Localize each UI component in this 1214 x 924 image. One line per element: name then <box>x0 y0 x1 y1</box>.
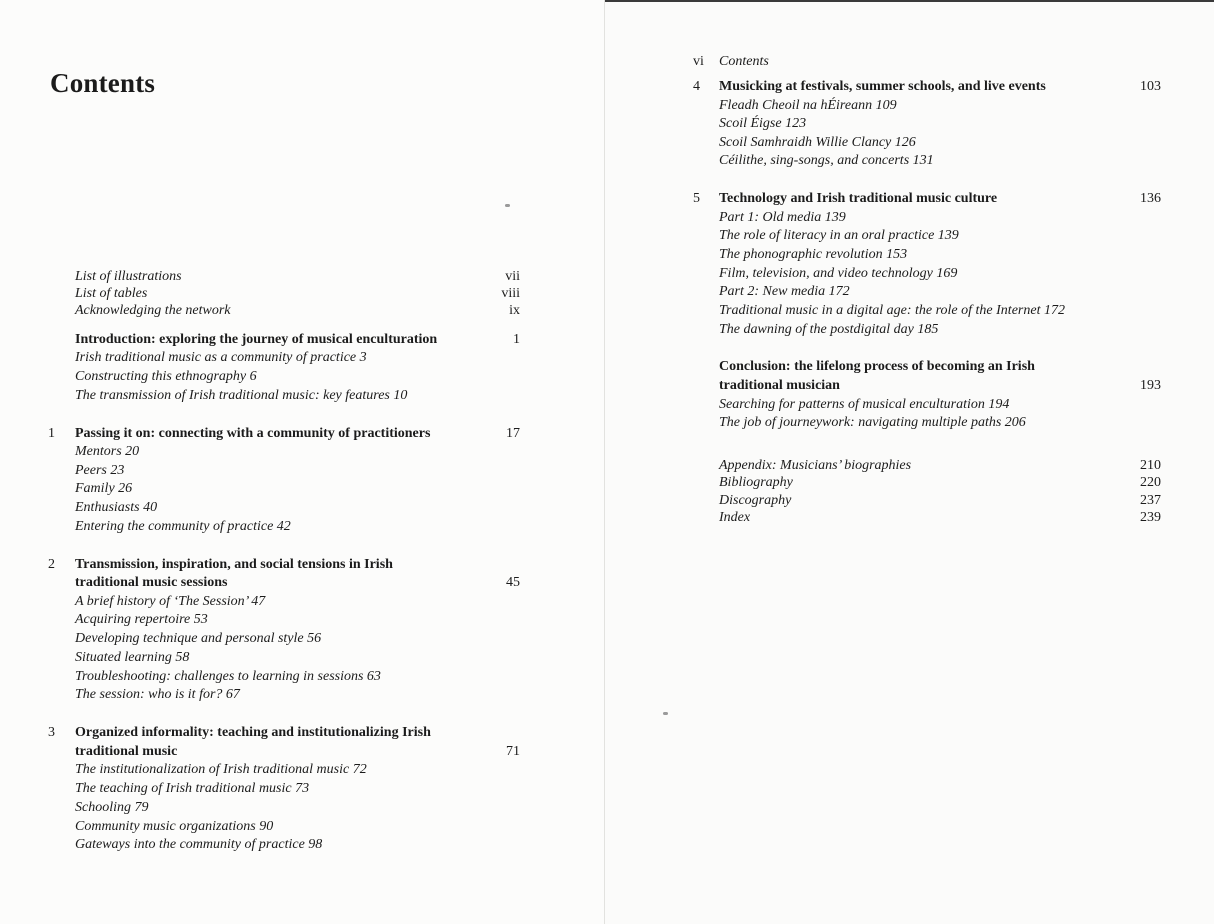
chapter-title: Musicking at festivals, summer schools, and live events <box>719 79 1046 94</box>
toc-entry-title: Index <box>719 510 751 525</box>
section-entry: The phonographic revolution 153 <box>719 247 908 262</box>
running-head-title: Contents <box>719 54 769 69</box>
paper-speck <box>505 204 510 207</box>
chapter-page-number: 17 <box>506 426 520 441</box>
toc-page-number: 220 <box>1140 475 1161 490</box>
chapter-number: 3 <box>48 725 55 740</box>
section-entry: The transmission of Irish traditional music: key features 10 <box>75 388 408 403</box>
section-entry: Acquiring repertoire 53 <box>75 612 208 627</box>
section-entry: Searching for patterns of musical enculturation 194 <box>719 397 1010 412</box>
section-entry: The session: who is it for? 67 <box>75 687 240 702</box>
toc-page-number: viii <box>501 286 520 301</box>
toc-page-number: vii <box>505 269 520 284</box>
section-entry: Entering the community of practice 42 <box>75 519 291 534</box>
section-entry: Enthusiasts 40 <box>75 500 158 515</box>
chapter-title: traditional music sessions <box>75 575 228 590</box>
section-entry: Film, television, and video technology 169 <box>719 266 958 281</box>
toc-page-number: 239 <box>1140 510 1161 525</box>
chapter-page-number: 136 <box>1140 191 1161 206</box>
chapter-page-number: 103 <box>1140 79 1161 94</box>
chapter-number: 5 <box>693 191 700 206</box>
section-entry: Fleadh Cheoil na hÉireann 109 <box>719 98 897 113</box>
chapter-page-number: 71 <box>506 744 520 759</box>
section-entry: The teaching of Irish traditional music 73 <box>75 781 310 796</box>
toc-page-number: ix <box>509 303 520 318</box>
section-entry: Situated learning 58 <box>75 650 190 665</box>
chapter-title: Transmission, inspiration, and social tensions in Irish <box>75 557 393 572</box>
section-entry: A brief history of ‘The Session’ 47 <box>75 594 266 609</box>
toc-page-number: 210 <box>1140 458 1161 473</box>
toc-entry-title: List of tables <box>75 286 148 301</box>
toc-entry-title: Bibliography <box>719 475 793 490</box>
section-entry: Scoil Samhraidh Willie Clancy 126 <box>719 135 916 150</box>
chapter-page-number: 1 <box>513 332 520 347</box>
section-entry: The job of journeywork: navigating multiple paths 206 <box>719 415 1026 430</box>
right-page <box>604 0 1214 924</box>
section-entry: Scoil Éigse 123 <box>719 116 807 131</box>
section-entry: The institutionalization of Irish traditional music 72 <box>75 762 367 777</box>
toc-entry-title: Acknowledging the network <box>75 303 231 318</box>
chapter-number: 2 <box>48 557 55 572</box>
running-head-page-number: vi <box>693 54 704 69</box>
section-entry: The dawning of the postdigital day 185 <box>719 322 939 337</box>
section-entry: Family 26 <box>75 481 133 496</box>
section-entry: Peers 23 <box>75 463 125 478</box>
section-entry: Community music organizations 90 <box>75 819 274 834</box>
chapter-title: traditional music <box>75 744 178 759</box>
section-entry: Part 2: New media 172 <box>719 284 850 299</box>
section-entry: Traditional music in a digital age: the role of the Internet 172 <box>719 303 1065 318</box>
section-entry: Mentors 20 <box>75 444 140 459</box>
page-title: Contents <box>50 68 156 98</box>
section-entry: Céilithe, sing-songs, and concerts 131 <box>719 153 934 168</box>
chapter-title: Conclusion: the lifelong process of becoming an Irish <box>719 359 1035 374</box>
chapter-title: Passing it on: connecting with a community of practitioners <box>75 426 431 441</box>
toc-entry-title: List of illustrations <box>75 269 182 284</box>
section-entry: Troubleshooting: challenges to learning in sessions 63 <box>75 669 381 684</box>
toc-entry-title: Appendix: Musicians’ biographies <box>719 458 912 473</box>
chapter-page-number: 45 <box>506 575 520 590</box>
chapter-title: traditional musician <box>719 378 840 393</box>
chapter-number: 4 <box>693 79 700 94</box>
toc-entry-title: Discography <box>719 493 792 508</box>
page-top-rule <box>605 0 1214 2</box>
chapter-title: Introduction: exploring the journey of musical enculturation <box>75 332 438 347</box>
section-entry: Constructing this ethnography 6 <box>75 369 257 384</box>
chapter-number: 1 <box>48 426 55 441</box>
chapter-title: Organized informality: teaching and institutionalizing Irish <box>75 725 431 740</box>
section-entry: Irish traditional music as a community of practice 3 <box>75 350 367 365</box>
toc-page-number: 237 <box>1140 493 1161 508</box>
section-entry: Part 1: Old media 139 <box>719 210 846 225</box>
section-entry: The role of literacy in an oral practice 139 <box>719 228 959 243</box>
section-entry: Developing technique and personal style 56 <box>75 631 322 646</box>
chapter-page-number: 193 <box>1140 378 1161 393</box>
left-page <box>0 0 604 924</box>
chapter-title: Technology and Irish traditional music culture <box>719 191 998 206</box>
section-entry: Gateways into the community of practice 98 <box>75 837 323 852</box>
paper-speck <box>663 712 668 715</box>
section-entry: Schooling 79 <box>75 800 149 815</box>
